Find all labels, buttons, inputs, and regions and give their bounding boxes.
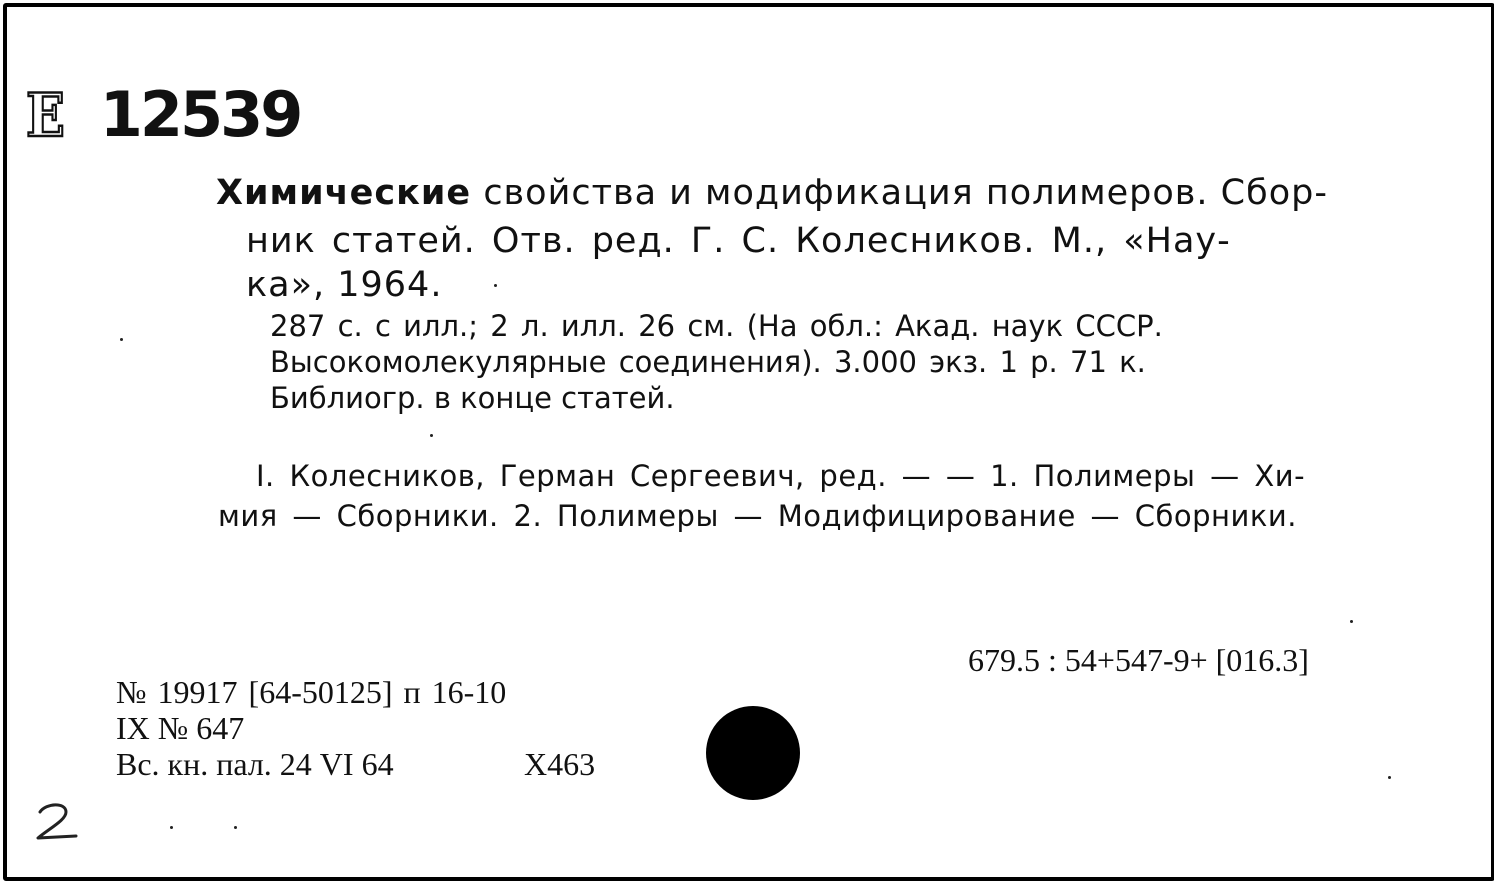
title-line-3: ка», 1964. [246,265,443,305]
title-bold-word: Химические [216,173,472,213]
footer-line-3: Вс. кн. пал. 24 VI 64 [116,746,394,782]
footer-code: X463 [524,746,596,782]
speck [234,826,237,829]
tracing-line-2: мия — Сборники. 2. Полимеры — Модифицирование — Сборники. [218,499,1297,533]
title-line-1-rest: свойства и модификация полимеров. Сбор- [483,173,1328,213]
classification-index: 679.5 : 54+547-9+ [016.3] [968,642,1309,678]
collation-line-1: 287 с. с илл.; 2 л. илл. 26 см. (На обл.: Акад. наук СССР. [270,309,1163,343]
call-number-stamp [26,78,301,151]
speck [170,826,173,829]
tracing-line-1: I. Колесников, Герман Сергеевич, ред. — — 1. Полимеры — Хи- [256,459,1306,493]
title-line-1 [216,173,1328,213]
speck [1388,776,1391,779]
title-line-2: ник статей. Отв. ред. Г. С. Колесников. М., «Нау- [246,221,1231,261]
collation-line-3: Библиогр. в конце статей. [270,381,675,415]
speck [494,284,497,287]
handwritten-mark [32,800,92,844]
footer-line-1: № 19917 [64-50125] п 16-10 [116,674,507,710]
punch-hole [706,706,800,800]
speck [430,434,433,437]
series-letter: E [26,81,65,151]
speck [120,338,123,341]
footer-line-2: IX № 647 [116,710,245,746]
collation-line-2: Высокомолекулярные соединения). 3.000 экз. 1 р. 71 к. [270,345,1146,379]
speck [1350,620,1353,623]
call-number: 12539 [99,78,301,151]
